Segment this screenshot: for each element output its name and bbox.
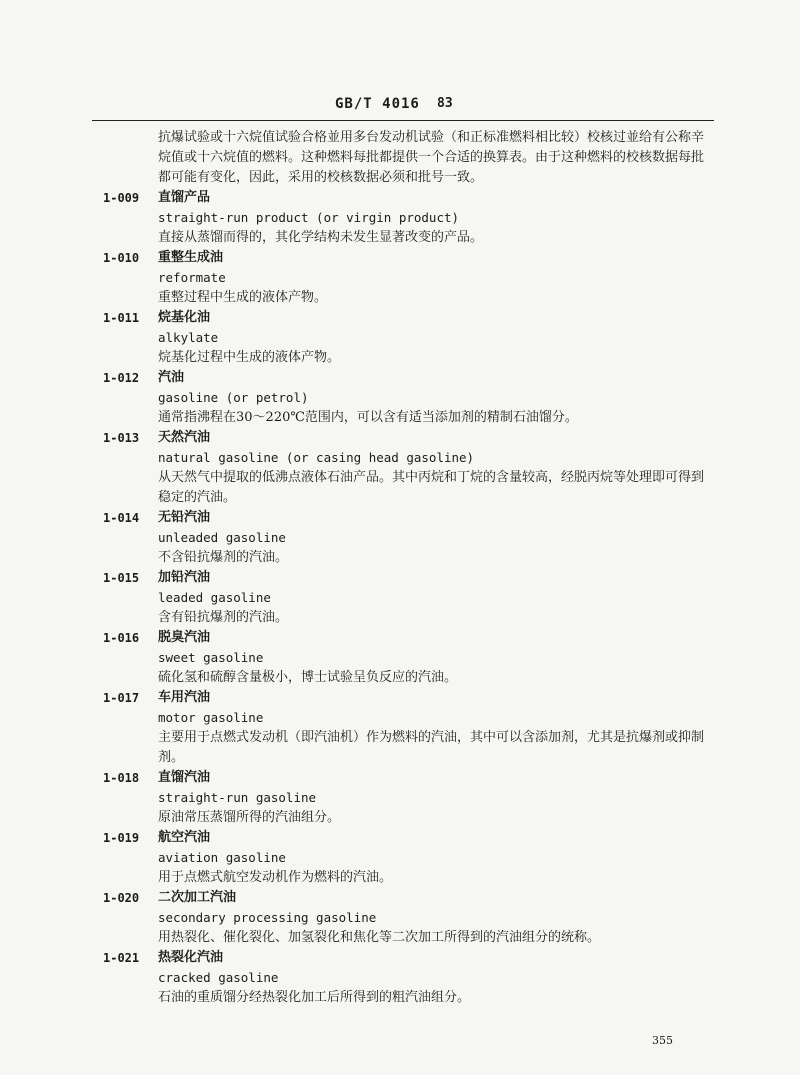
entry-term: 直馏产品 [158, 190, 211, 205]
entry-number: 1-016 [103, 631, 140, 645]
entry-term: 重整生成油 [158, 250, 224, 265]
header-rule [92, 120, 714, 121]
document-body [0, 128, 800, 1008]
entry-english-term: aviation gasoline [158, 850, 286, 865]
entry-english-term: straight-run gasoline [158, 790, 317, 805]
entry-definition: 直接从蒸馏而得的，其化学结构未发生显著改变的产品。 [158, 230, 484, 245]
header-mark: 83 [437, 96, 453, 111]
term-entry [0, 828, 800, 888]
entry-term: 热裂化汽油 [158, 950, 224, 965]
entry-english-term: gasoline (or petrol) [158, 390, 309, 405]
entry-term: 天然汽油 [158, 430, 211, 445]
entry-english-term: unleaded gasoline [158, 530, 286, 545]
entry-english-term: secondary processing gasoline [158, 910, 377, 925]
entry-definition: 主要用于点燃式发动机（即汽油机）作为燃料的汽油，其中可以含添加剂，尤其是抗爆剂或抑制剂。 [158, 730, 705, 765]
entry-term: 车用汽油 [158, 690, 211, 705]
entry-definition: 石油的重质馏分经热裂化加工后所得到的粗汽油组分。 [158, 990, 471, 1005]
entry-definition: 烷基化过程中生成的液体产物。 [158, 350, 341, 365]
intro-paragraph: 抗爆试验或十六烷值试验合格並用多台发动机试验（和正标准燃料相比较）校核过並给有公称辛烷值或十六烷值的燃料。这种燃料每批都提供一个合适的换算表。由于这种燃料的校核数据每批都可能有变化，因此，采用的校核数据必须和批号一致。 [158, 130, 705, 185]
entry-term: 直馏汽油 [158, 770, 211, 785]
entry-definition: 用于点燃式航空发动机作为燃料的汽油。 [158, 870, 393, 885]
entry-english-term: reformate [158, 270, 226, 285]
entry-english-term: motor gasoline [158, 710, 264, 725]
entry-number: 1-010 [103, 251, 140, 265]
entry-number: 1-011 [103, 311, 140, 325]
term-entry [0, 308, 800, 368]
entry-definition: 重整过程中生成的液体产物。 [158, 290, 328, 305]
entry-english-term: alkylate [158, 330, 219, 345]
standard-code: GB/T 4016 [335, 96, 420, 112]
entry-number: 1-018 [103, 771, 140, 785]
term-entry [0, 368, 800, 428]
term-entry [0, 248, 800, 308]
entry-number: 1-020 [103, 891, 140, 905]
entry-term: 航空汽油 [158, 830, 211, 845]
entry-english-term: cracked gasoline [158, 970, 279, 985]
entry-number: 1-015 [103, 571, 140, 585]
entry-number: 1-014 [103, 511, 140, 525]
term-entry [0, 948, 800, 1008]
page-header [0, 96, 800, 116]
entry-definition: 原油常压蒸馏所得的汽油组分。 [158, 810, 341, 825]
entry-number: 1-009 [103, 191, 140, 205]
entry-number: 1-019 [103, 831, 140, 845]
term-entry [0, 188, 800, 248]
entry-number: 1-021 [103, 951, 140, 965]
entry-list [0, 188, 800, 1008]
entry-definition: 通常指沸程在30～220℃范围内，可以含有适当添加剂的精制石油馏分。 [158, 410, 578, 425]
entry-number: 1-012 [103, 371, 140, 385]
entry-english-term: leaded gasoline [158, 590, 271, 605]
entry-definition: 不含铅抗爆剂的汽油。 [158, 550, 289, 565]
term-entry [0, 568, 800, 628]
entry-definition: 用热裂化、催化裂化、加氢裂化和焦化等二次加工所得到的汽油组分的统称。 [158, 930, 601, 945]
entry-english-term: natural gasoline (or casing head gasoline) [158, 450, 475, 465]
entry-term: 汽油 [158, 370, 185, 385]
entry-term: 烷基化油 [158, 310, 211, 325]
entry-definition: 从天然气中提取的低沸点液体石油产品。其中丙烷和丁烷的含量较高，经脱丙烷等处理即可得到稳定的汽油。 [158, 470, 705, 505]
term-entry [0, 428, 800, 508]
term-entry [0, 768, 800, 828]
entry-english-term: sweet gasoline [158, 650, 264, 665]
entry-term: 无铅汽油 [158, 510, 211, 525]
page-number: 355 [652, 1034, 673, 1047]
entry-number: 1-017 [103, 691, 140, 705]
entry-english-term: straight-run product (or virgin product) [158, 210, 460, 225]
term-entry [0, 628, 800, 688]
entry-term: 加铅汽油 [158, 570, 211, 585]
entry-term: 脱臭汽油 [158, 630, 211, 645]
term-entry [0, 508, 800, 568]
entry-term: 二次加工汽油 [158, 890, 237, 905]
entry-definition: 硫化氢和硫醇含量极小，博士试验呈负反应的汽油。 [158, 670, 458, 685]
entry-definition: 含有铅抗爆剂的汽油。 [158, 610, 289, 625]
entry-number: 1-013 [103, 431, 140, 445]
term-entry [0, 688, 800, 768]
term-entry [0, 888, 800, 948]
